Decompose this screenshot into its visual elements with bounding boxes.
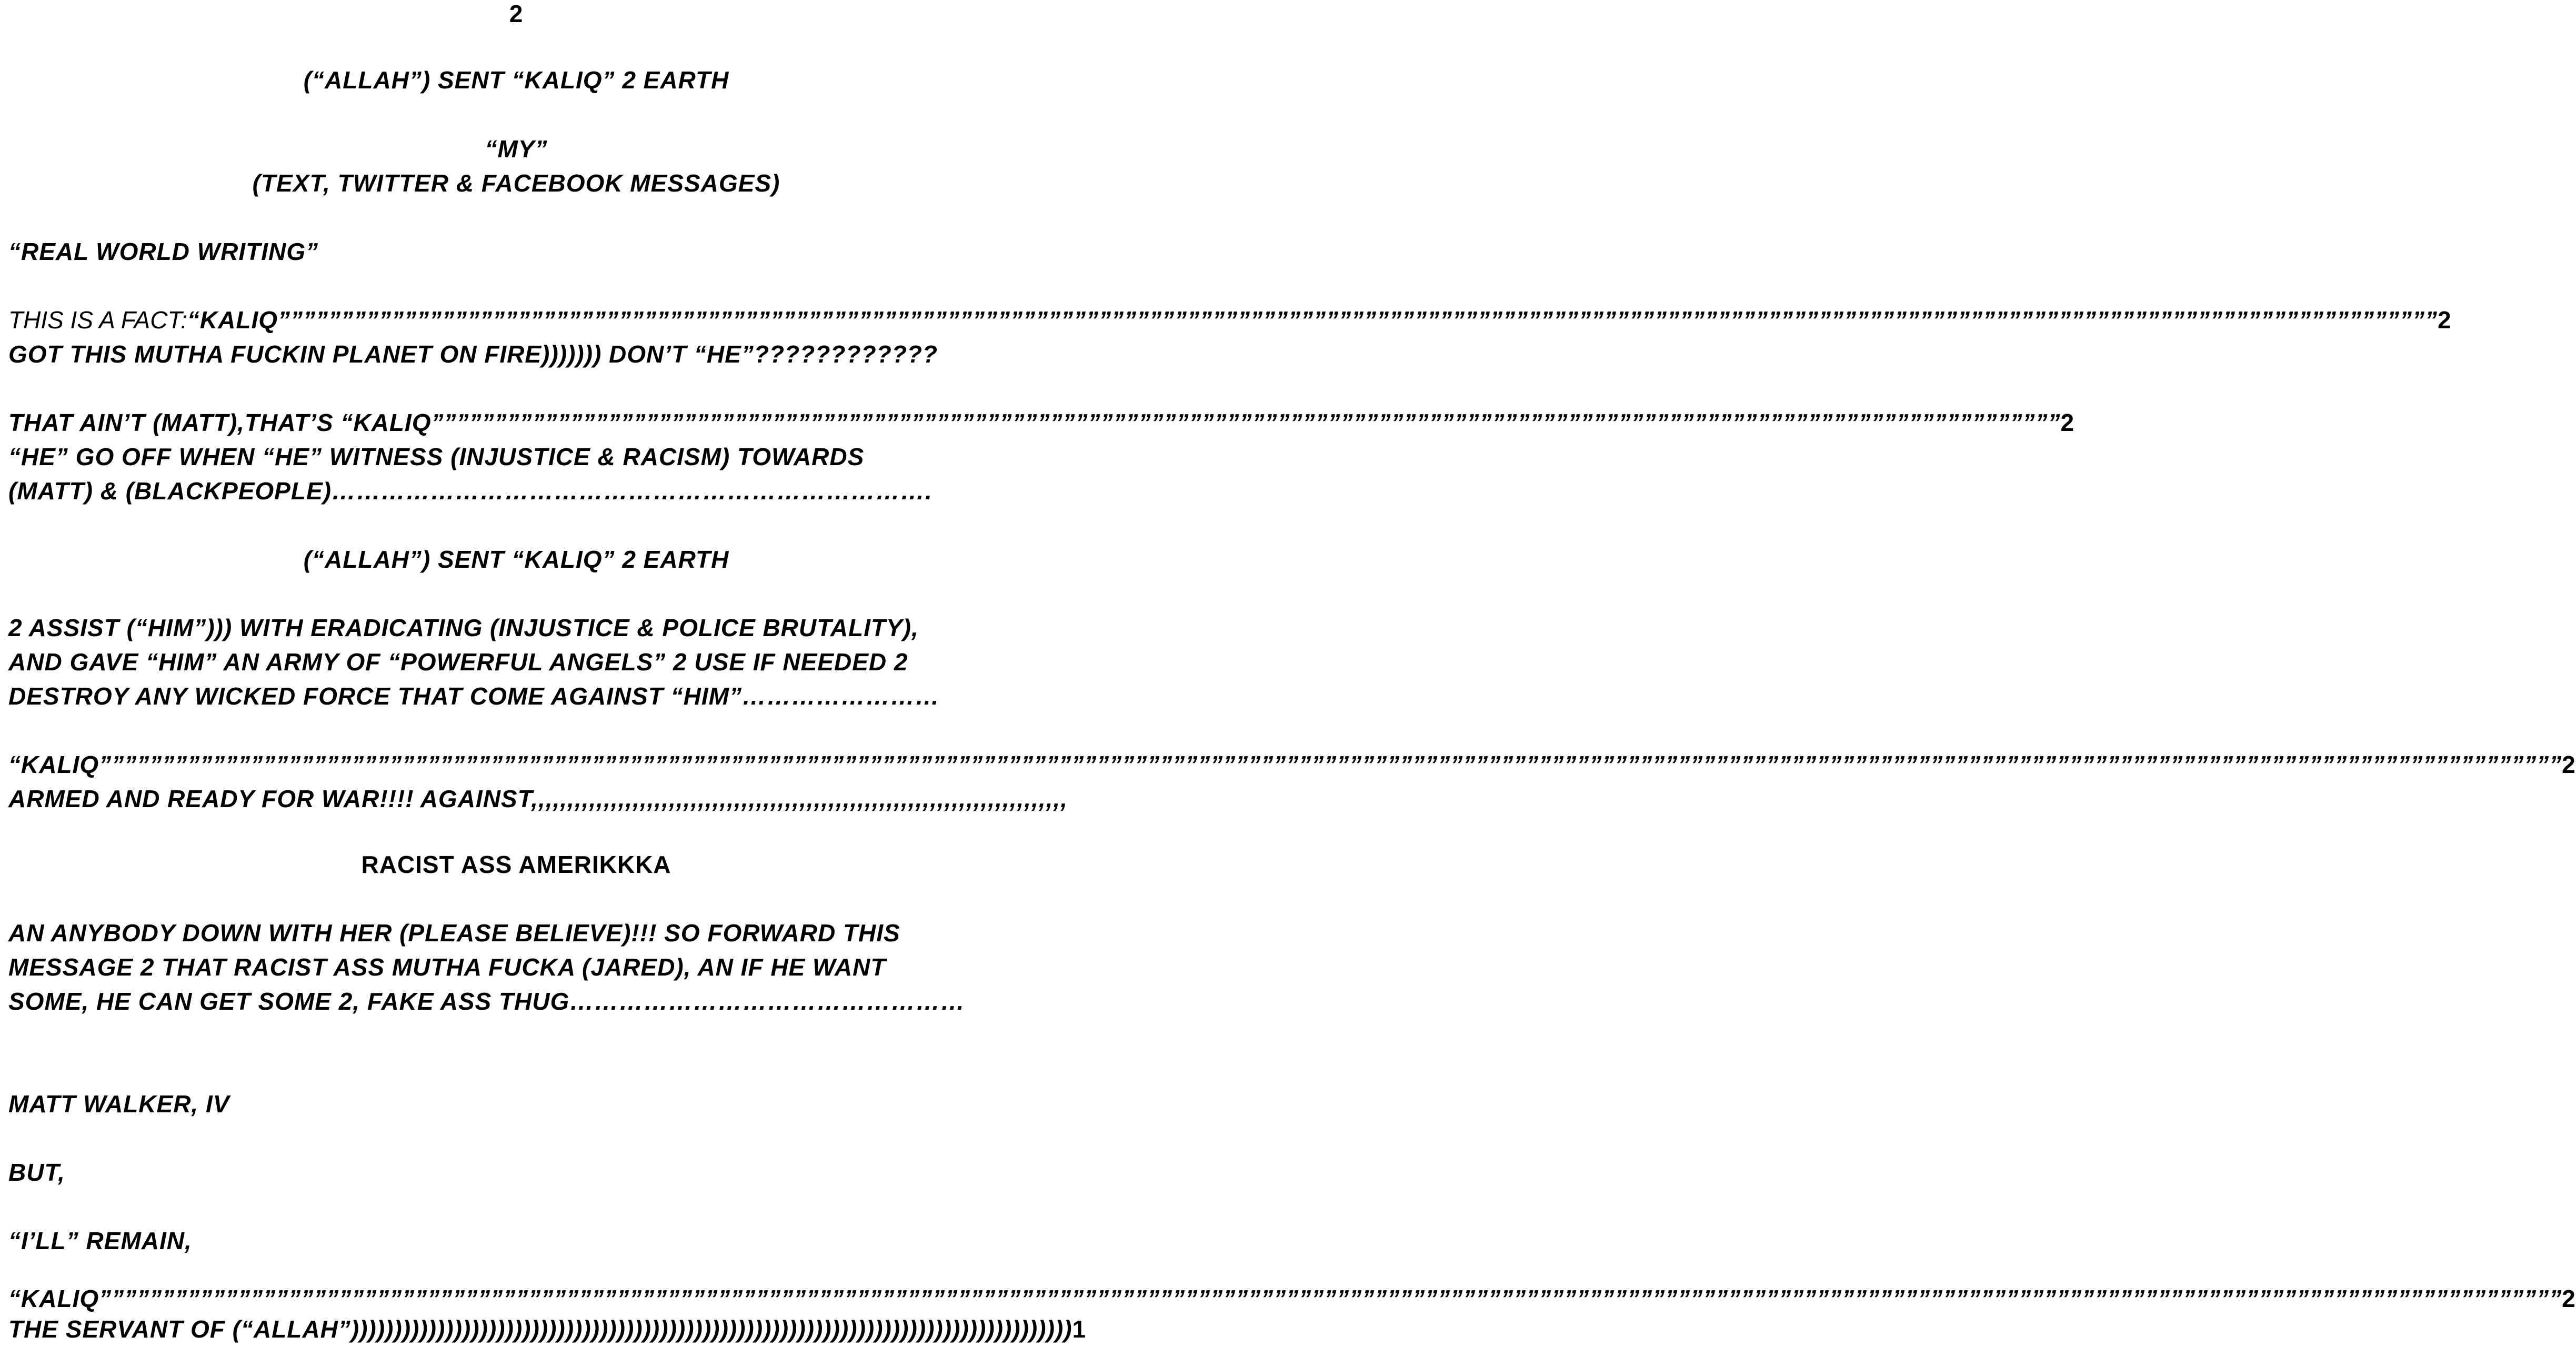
- servant-end: 2: [2562, 1285, 2576, 1312]
- anybody-line-3: SOME, HE CAN GET SOME 2, FAKE ASS THUG…………………………………………: [8, 988, 966, 1015]
- page-number: 2: [509, 0, 524, 27]
- assist-line-2: AND GAVE “HIM” AN ARMY OF “POWERFUL ANGELS” 2 USE IF NEEDED 2: [8, 648, 908, 676]
- heading-allah-sent-kaliq: (“ALLAH”) SENT “KALIQ” 2 EARTH: [303, 66, 729, 94]
- remain-line: “I’LL” REMAIN,: [8, 1227, 192, 1254]
- servant-text: THE SERVANT OF (“ALLAH”)))))))))))))))))))))))))))))))))))))))))))))))))))))))))))))))))))))))))))))))))))): [8, 1315, 1073, 1343]
- armed-kaliq: “KALIQ: [8, 751, 99, 778]
- signature-name: MATT WALKER, IV: [8, 1090, 230, 1118]
- fact-line: [8, 304, 2452, 336]
- armed-end: 2: [2562, 751, 2576, 778]
- servant-quotes: ”””””””””””””””””””””””””””””””””””””””””””””””””””””””””””””””””””””””””””””””””””””””””””””””””””””””””””””””””””””””””””””””””””””””””””””””””””””””””””””””””””””””””””””””””””””””””””””””””””: [99, 1285, 2562, 1312]
- heading-my: “MY”: [485, 135, 548, 163]
- armed-quotes: ”””””””””””””””””””””””””””””””””””””””””””””””””””””””””””””””””””””””””””””””””””””””””””””””””””””””””””””””””””””””””””””””””””””””””””””””””””””””””””””””””””””””””””””””””””””””””””””””””””: [99, 751, 2562, 778]
- servant-line-end: 1: [1072, 1315, 1087, 1343]
- servant-line: [8, 1313, 1087, 1345]
- anybody-line-2: MESSAGE 2 THAT RACIST ASS MUTHA FUCKA (JARED), AN IF HE WANT: [8, 953, 886, 981]
- servant-kaliq: “KALIQ: [8, 1285, 99, 1312]
- fact-quotes: ”””””””””””””””””””””””””””””””””””””””””””””””””””””””””””””””””””””””””””””””””””””””””””””””””””””””””””””””””””””””””””””””””””””””””””””””””””””””””””””””””””””””””””: [278, 306, 2438, 334]
- go-off-line-1: “HE” GO OFF WHEN “HE” WITNESS (INJUSTICE & RACISM) TOWARDS: [8, 443, 865, 470]
- aint-quotes: ”””””””””””””””””””””””””””””””””””””””””””””””””””””””””””””””””””””””””””””””””””””””””””””””””””””””””””””””””””””””””””””””””: [431, 409, 2061, 436]
- servant-kaliq-line: [8, 1283, 2576, 1314]
- assist-line-1: 2 ASSIST (“HIM”))) WITH ERADICATING (INJUSTICE & POLICE BRUTALITY),: [8, 614, 919, 641]
- assist-line-3: DESTROY ANY WICKED FORCE THAT COME AGAINST “HIM”……………………: [8, 682, 940, 710]
- racist-heading: RACIST ASS AMERIKKKA: [361, 851, 671, 878]
- real-world-writing-heading: “REAL WORLD WRITING”: [8, 238, 318, 265]
- heading-allah-sent-kaliq-2: (“ALLAH”) SENT “KALIQ” 2 EARTH: [303, 546, 729, 573]
- fact-kaliq: “KALIQ: [187, 306, 278, 334]
- fact-end: 2: [2438, 306, 2452, 334]
- aint-kaliq: THAT AIN’T (MATT),THAT’S “KALIQ: [8, 409, 432, 436]
- anybody-line-1: AN ANYBODY DOWN WITH HER (PLEASE BELIEVE)!!! SO FORWARD THIS: [8, 919, 900, 947]
- aint-line: [8, 407, 2075, 438]
- heading-messages: (TEXT, TWITTER & FACEBOOK MESSAGES): [252, 169, 780, 197]
- but-line: BUT,: [8, 1159, 65, 1186]
- fire-line: GOT THIS MUTHA FUCKIN PLANET ON FIRE))))))) DON’T “HE”????????????: [8, 340, 938, 368]
- armed-line: ARMED AND READY FOR WAR!!!! AGAINST,,,,,,,,,,,,,,,,,,,,,,,,,,,,,,,,,,,,,,,,,,,,,,,,,,,,,,,,,,,,,,,,,,,,,,,,,,: [8, 785, 1068, 812]
- armed-kaliq-line: [8, 749, 2576, 780]
- fact-prefix: THIS IS A FACT:: [8, 306, 187, 334]
- aint-end: 2: [2060, 409, 2075, 436]
- go-off-line-2: (MATT) & (BLACKPEOPLE)……………………………………………………………….: [8, 477, 933, 505]
